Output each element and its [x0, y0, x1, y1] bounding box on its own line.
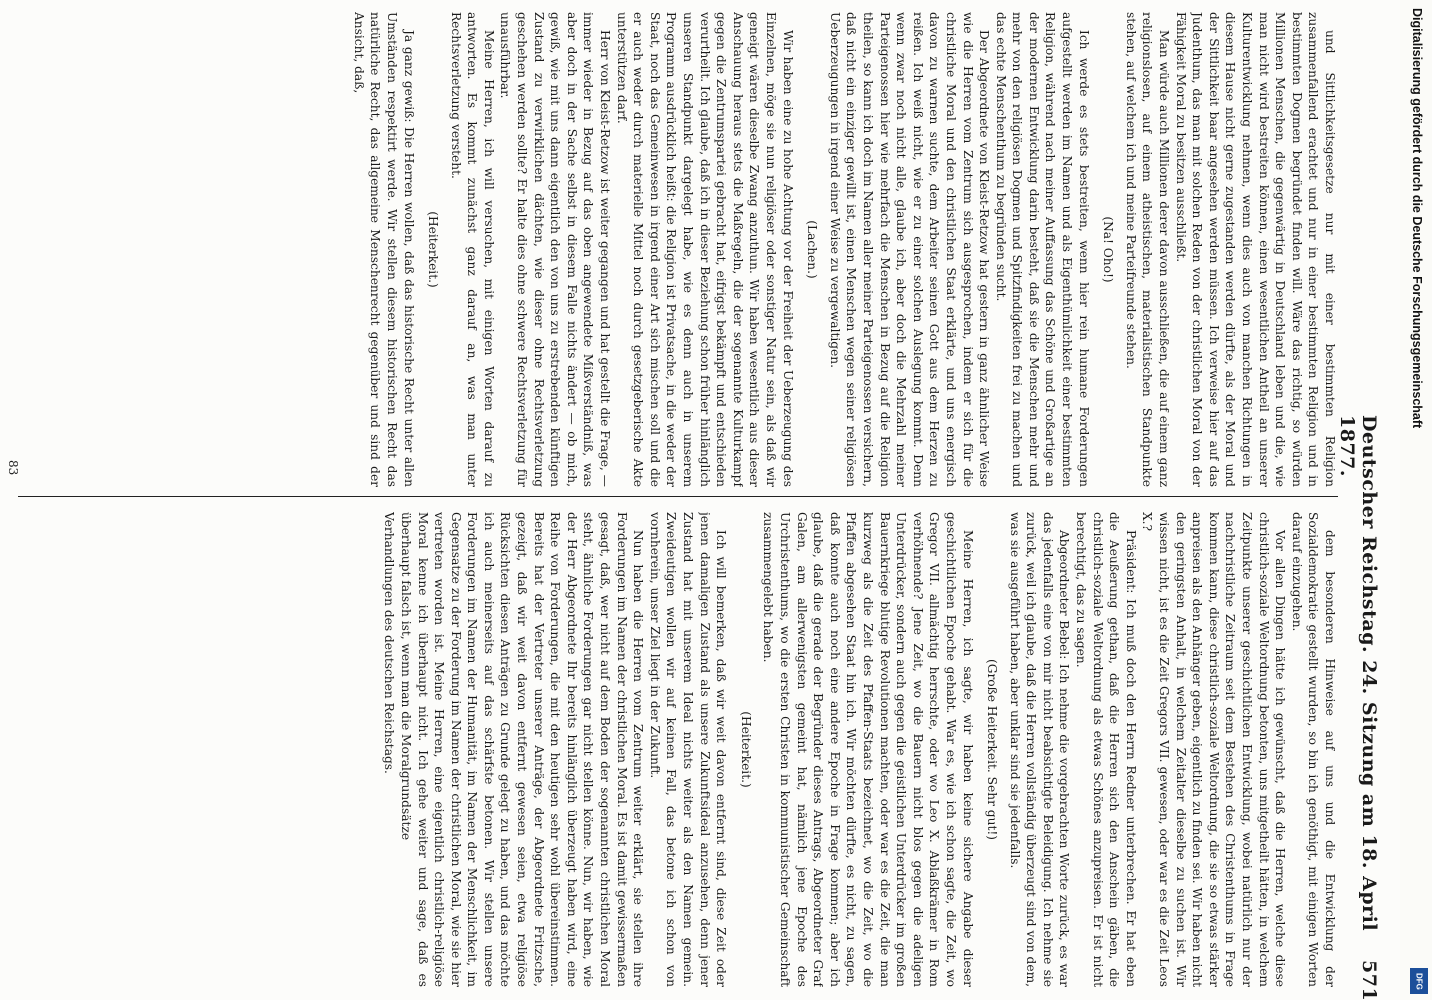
paragraph: Meine Herren, ich sagte, wir haben keine sichere Angabe dieser geschichtlichen Epoche gehabt. War es, wie ich schon sagte, die Zeit, wo Gregor VII. allmächtig herrschte, oder wo Leo X. Ablaßkrämer in Rom verhöhnende? Jene Zeit, wo die Bauern nicht blos gegen die adeligen Unterdrücker, sondern auch gegen die geistlichen Unterdrücker im großen Bauernkriege blutige Revolutionen machten, oder war es die Zeit, die man kurzweg als die Zeit des Pfaffen-Staats bezeichnet, wo die Zeit, wo die Pfaffen abgesehen Staat hin ich. Wir möchten dürfte, es nicht, zu sagen, daß konnte auch noch eine andere Epoche in Frage kommen; aber ich glaube, daß die gerade der Begründer dieses Antrags, Abgeordneter Graf Galen, am allerwenigsten gemeint hat, nämlich jene Epoche des Urchristenthums, wo die ersten Christen in kommunistischer Gemeinschaft zusammengelebt haben.	[761, 512, 975, 987]
interjection: (Große Heiterkeit. Sehr gut!)	[985, 658, 1000, 840]
signature-mark: 83	[6, 460, 20, 476]
digitization-watermark	[1404, 0, 1430, 1000]
paragraph: Vor allen Dingen hätte ich gewünscht, daß die Herren, welche diese christlich-soziale Weltordnung betonten, uns mitgetheilt hätten, in welchem Zeitpunkte unserer geschichtlichen Entwicklung, wobei natürlich nur der nachchristliche Zeitraum seit dem Bestehen des Christenthums in Frage kommen kann, diese christlich-soziale Weltordnung, die sie so etwas stärker anpreisen als den Anhänger geben, eigentlich zu finden sei. Wir haben nicht den geringsten Anhalt, in welchem Zeitalter dieselbe zu suchen ist. Wir wissen nicht, ist es die Zeit Gregors VII. gewesen, oder war es die Zeit Leos X.?	[1140, 512, 1288, 987]
right-column	[18, 512, 1338, 987]
paragraph: Ich werde es stets bestreiten, wenn hier rein humane Forderungen aufgestellt werden im Namen und als Eigenthümlichkeit einer bestimmten Religion, während nach meiner Auffassung das Schöne und Großartige an der modernen Entwicklung darin besteht, daß sie die Menschen mehr und mehr von den religiösen Dogmen und Spitzfindigkeiten frei zu machen und das echte Menschenthum zu begründen sucht.	[993, 12, 1091, 487]
paragraph: Nun haben die Herren vom Zentrum weiter erklärt, sie stellen ihre Forderungen im Namen der christlichen Moral. Es ist damit gewissermaßen gesagt, daß, wer nicht auf dem Boden der sogenannten christlichen Moral steht, ähnliche Forderungen gar nicht stellen könne. Nun, wir haben, wie der Herr Abgeordnete Ihr bereits hinlänglich überzeugt haben wird, eine Reihe von Forderungen, die mit den heutigen sehr wohl übereinstimmen. Bereits hat der Vertreter unserer Anträge, der Abgeordnete Fritzsche, gezeigt, daß wir weit davon entfernt gewesen seien, etwa religiöse Rücksichten diesen Anträgen zu Grunde gelegt zu haben, und das möchte ich auch meinerseits auf das schärfste betonen. Wir stellen unsere Forderungen im Namen der Humanität, im Namen der Menschlichkeit, im Gegensatze zu der Forderung im Namen der christlichen Moral, wie sie hier vertreten worden ist. Meine Herren, eine eigentlich christlich-religiöse Moral kenne ich überhaupt nicht. Ich gehe weiter und sage, daß es überhaupt falsch ist, wenn man die Moralgrundsätze	[398, 512, 646, 987]
paragraph: Ja ganz gewiß: Die Herren wollen, daß das historische Recht unter allen Umständen respektirt werde. Wir stellen diesem historischen Recht das natürliche Recht, das allgemeine Menschenrecht gegenüber und sind der Ansicht, daß,	[351, 12, 416, 487]
paragraph: Ich will bemerken, daß wir weit davon entfernt sind, diese Zeit oder jenen damaligen Zustand als unsere Zukunftsideal anzusehen, denn jener Zustand hat mit unserem Ideal nichts weiter als den Namen gemein. Zweideutigen wollen wir auf keinen Fall, das betone ich schon von vornherein, unser Ziel liegt in der Zukunft.	[647, 512, 729, 987]
interjection: (Heiterkeit.)	[738, 711, 753, 788]
paragraph: und Sittlichkeitsgesetze nur mit einer bestimmten Religion zusammenfallend erachtet und nur in einer bestimmten Religion und in bestimmten Dogmen begründet finden will. Wäre das richtig, so würden Millionen Menschen, die gegenwärtig in Deutschland leben und die, wie man nicht wird bestreiten können, einen wesentlichen Antheil an unserer Kulturentwicklung nehmen, wenn dies auch von manchen Richtungen in diesem Hause nicht gerne zugestanden werden dürfte, als der Moral und der Sittlichkeit baar angesehen werden müssen. Ich verweise hier auf das Judenthum, das man mit solchen Reden von der christlichen Moral von der Fähigkeit Moral zu besitzen ausschließt.	[1173, 12, 1337, 487]
interjection: (Lachen.)	[805, 220, 820, 279]
paragraph: Meine Herren, ich will versuchen, mit einigen Worten darauf zu antworten. Es kommt zunächst ganz darauf an, was man unter Rechtsverletzung versteht.	[448, 12, 496, 487]
page-header	[1336, 0, 1386, 1002]
page-number: 571	[1358, 960, 1380, 1002]
paragraph: dem besonderen Hinweise auf uns und die Entwicklung der Sozialdemokratie gestellt wurden, so bin ich genöthigt, mit einigen Worten darauf einzugehen.	[1289, 512, 1337, 987]
paragraph: Der Abgeordnete von Kleist-Retzow hat gestern in ganz ähnlicher Weise wie die Herren vom Zentrum sich ausgesprochen, indem er sich für die christliche Moral und den christlichen Staat erklärte, und uns energisch davon zu warnen suchte, dem Arbeiter seinen Gott aus dem Herzen zu reißen. Ich weiß nicht, wie er zu einer solchen Auslegung kommt. Denn wenn zwar noch nicht alle, glaube ich, aber doch die Mehrzahl meiner Parteigenossen hier wie mehrfach die Menschen in Bezug auf die Religion theilen, so kann ich doch im Namen aller meiner Parteigenossen versichern, daß nicht ein einziger gewillt ist, einen Menschen wegen seiner religiösen Ueberzeugungen in irgend einer Weise zu vergewaltigen.	[827, 12, 992, 487]
column-divider	[18, 496, 1338, 497]
footer-line: Verhandlungen des deutschen Reichstags.	[382, 512, 397, 774]
interjection: (Na! Oho!)	[1101, 216, 1116, 283]
paragraph: Herr von Kleist-Retzow ist weiter gegangen und hat gestellt die Frage, — immer wieder in Bezug auf das oben angewendete Mißverständniß, was aber doch in der Sache selbst in diesem Falle nichts ändert — ob mich, gewiß, wie mit uns dann eigentlich den von uns zu erstrebenden künftigen Zustand zu verwirklichen dächten, wie dieser ohne Rechtsverletzung geschehen werden sollte? Er halte dies ohne schwere Rechtsverletzung für unausführbar.	[498, 12, 613, 487]
page-title: Deutscher Reichstag. 24. Sitzung am 18. April 1877.	[1336, 415, 1380, 932]
paragraph: Wir haben eine zu hohe Achtung vor der Freiheit der Ueberzeugung des Einzelnen, möge sie nun religiöser oder sonstiger Natur sein, als daß wir geneigt wären dieselbe Zwang anzuthun. Wir haben wesentlich aus dieser Anschauung heraus stets die Maßregeln, die der sogenannte Kulturkampf gegen die Zentrumspartei gebracht hat, eifrigst bekämpft und entschieden verurtheilt. Ich glaube, daß ich in dieser Beziehung schon früher hinlänglich unseren Standpunkt dargelegt habe, wie es denn auch in unserem Programm ausdrücklich heißt: die Religion ist Privatsache, in die weder der Staat, noch das Gemeinwesen in irgend einer Art sich mischen soll und die er auch weder durch materielle Mittel noch durch gesetzgeberische Akte unterstützen darf.	[614, 12, 795, 487]
left-column	[18, 12, 1338, 487]
watermark-text: Digitalisierung gefördert durch die Deutsche Forschungsgemeinschaft	[1410, 8, 1424, 429]
paragraph: Abgeordneter Bebel: Ich nehme die vorgebrachten Worte zurück, es war das jedenfalls eine von mir nicht beabsichtigte Beleidigung. Ich nehme sie zurück, weil ich glaube, daß die Herren vollständig überzeugt sind von dem, was sie ausgeführt haben, aber unklar sind sie jedenfalls.	[1007, 512, 1072, 987]
dfg-logo: DFG	[1410, 968, 1428, 994]
paragraph: Präsident: Ich muß doch den Herrn Redner unterbrechen. Er hat eben die Aeußerung gethan, daß die Herren sich den Anschein gäben, die christlich-soziale Weltordnung als etwas Schönes anzupreisen. Er ist nicht berechtigt, das zu sagen.	[1074, 512, 1138, 987]
paragraph: Man würde auch Millionen derer davon ausschließen, die auf einem ganz religionslosen, auf einem atheistischen, materialistischen Standpunkte stehen, auf welchem ich und meine Parteifreunde stehen.	[1123, 12, 1172, 487]
interjection: (Heiterkeit.)	[426, 211, 441, 288]
